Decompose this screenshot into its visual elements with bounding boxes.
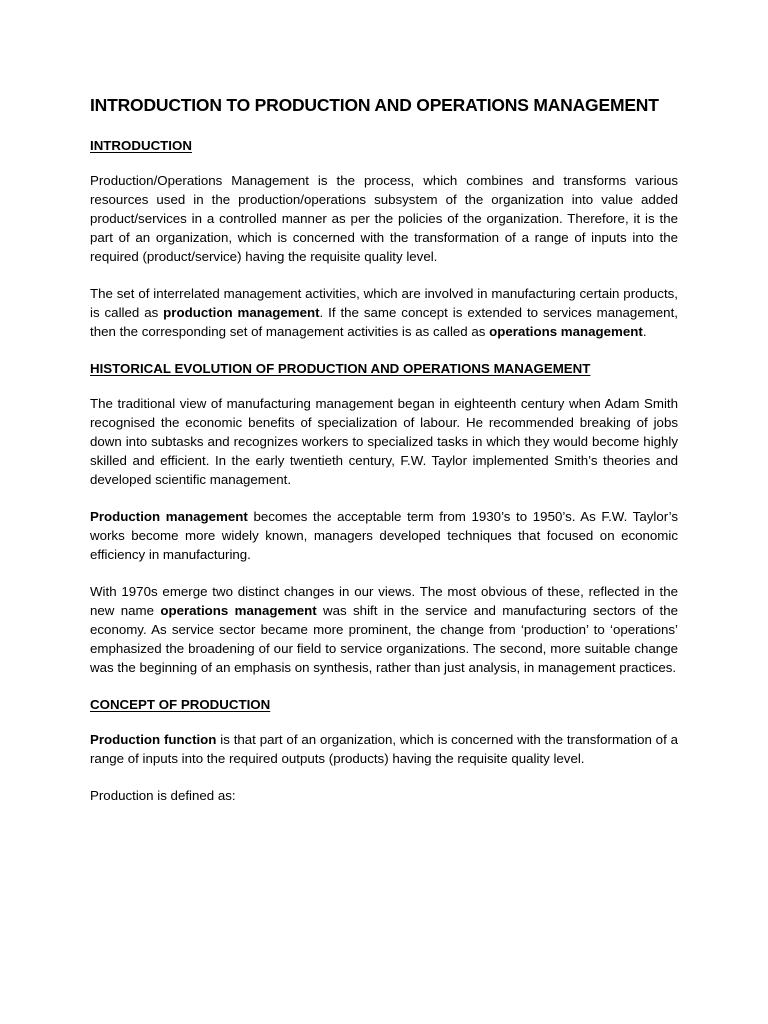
bold-term-production-function: Production function — [90, 732, 217, 747]
text-run: With 1970s emerge two distinct changes in our views. The most obvious of these, reflected in the new name — [90, 584, 678, 618]
text-run: becomes the acceptable term from 1930’s to 1950’s. As F.W. Taylor’s works become more widely known, managers developed techniques that focused on economic efficiency in manufacturing. — [90, 509, 678, 562]
document-title: INTRODUCTION TO PRODUCTION AND OPERATIONS MANAGEMENT — [90, 95, 659, 115]
bold-term-production-management: Production management — [90, 509, 248, 524]
section-heading-concept-of-production: CONCEPT OF PRODUCTION — [90, 697, 271, 712]
text-run: was shift in the service and manufacturing sectors of the economy. As service sector became more prominent, the change from ‘production’ to ‘operations’ emphasized the broadening of our field to service organizations. The second, more suitable change was the beginning of an emphasis on synthesis, rather than just analysis, in management practices. — [90, 603, 678, 675]
paragraph-production-management-era — [90, 507, 678, 564]
paragraph-1970s-changes — [90, 582, 678, 677]
text-run: The set of interrelated management activities, which are involved in manufacturing certain products, is called as — [90, 286, 678, 320]
paragraph-intro-activities — [90, 284, 678, 341]
section-heading-historical-evolution: HISTORICAL EVOLUTION OF PRODUCTION AND OPERATIONS MANAGEMENT — [90, 361, 591, 376]
text-run: . If the same concept is extended to services management, then the corresponding set of management activities is as called as — [90, 305, 678, 339]
paragraph-production-defined: Production is defined as: — [90, 788, 236, 803]
paragraph-production-function — [90, 730, 678, 768]
paragraph-traditional-view: The traditional view of manufacturing management began in eighteenth century when Adam Smith recognised the economic benefits of specialization of labour. He recommended breaking of jobs down into subtasks and recognizes workers to specialized tasks in which they would become highly skilled and efficient. In the early twentieth century, F.W. Taylor implemented Smith’s theories and developed scientific management. — [90, 396, 678, 487]
bold-term-operations-management: operations management — [160, 603, 317, 618]
text-run: . — [642, 324, 647, 339]
section-heading-introduction: INTRODUCTION — [90, 138, 192, 153]
bold-term-production-management: production management — [163, 305, 320, 320]
paragraph-intro-definition: Production/Operations Management is the process, which combines and transforms various resources used in the production/operations subsystem of the organization into value added product/services in a controlled manner as per the policies of the organization. Therefore, it is the part of an organization, which is concerned with the transformation of a range of inputs into the required (product/service) having the requisite quality level. — [90, 173, 678, 264]
bold-term-operations-management: operations management — [489, 324, 643, 339]
text-run: is that part of an organization, which is concerned with the transformation of a range of inputs into the required outputs (products) having the requisite quality level. — [90, 732, 678, 766]
